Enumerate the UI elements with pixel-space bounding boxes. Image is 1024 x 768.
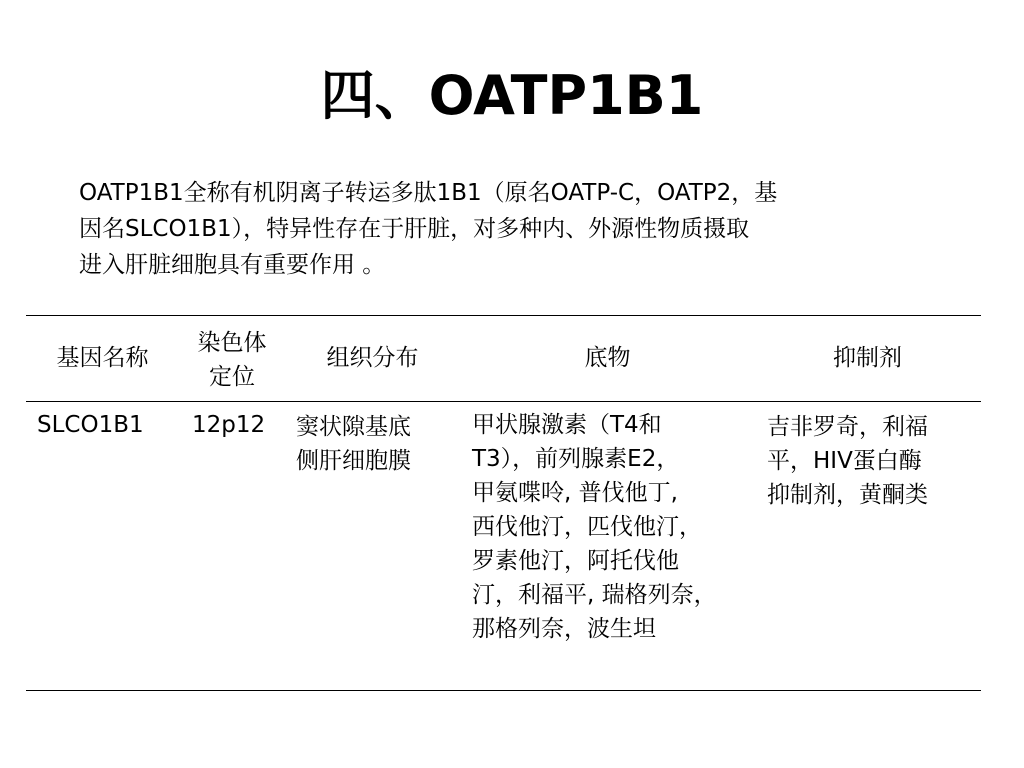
cell-inhibitor-line: 平，HIV蛋白酶 <box>767 448 922 474</box>
cell-inhibitor-line: 抑制剂，黄酮类 <box>767 482 928 508</box>
cell-substrate <box>472 408 717 646</box>
header-substrate: 底物 <box>584 345 631 371</box>
cell-substrate-line: 汀，利福平, 瑞格列奈， <box>472 582 717 608</box>
cell-substrate-line: 西伐他汀，匹伐他汀， <box>472 514 702 540</box>
header-inhibitor: 抑制剂 <box>833 345 902 371</box>
cell-substrate-line: 那格列奈，波生坦 <box>472 616 656 642</box>
cell-tissue-line: 窦状隙基底 <box>296 414 411 440</box>
table-bottom-rule <box>26 690 981 691</box>
header-tissue: 组织分布 <box>326 345 419 371</box>
intro-line: OATP1B1全称有机阴离子转运多肽1B1（原名OATP-C，OATP2，基 <box>79 180 778 206</box>
cell-tissue <box>296 410 411 478</box>
header-chromosome-line: 染色体 <box>197 330 267 356</box>
cell-substrate-line: 甲氨喋呤, 普伐他丁, <box>472 480 678 506</box>
header-chromosome <box>180 326 284 394</box>
cell-gene-name: SLCO1B1 <box>37 412 144 438</box>
slide-title: 四、OATP1B1 <box>320 64 704 127</box>
intro-line: 进入肝脏细胞具有重要作用 。 <box>79 252 386 278</box>
cell-substrate-line: 甲状腺激素（T4和 <box>472 412 662 438</box>
header-chromosome-line: 定位 <box>209 364 255 390</box>
table-top-rule <box>26 315 981 316</box>
cell-inhibitor <box>767 410 928 512</box>
cell-substrate-line: 罗素他汀，阿托伐他 <box>472 548 679 574</box>
header-gene-name: 基因名称 <box>56 345 149 371</box>
cell-chromosome: 12p12 <box>192 412 266 438</box>
intro-line: 因名SLCO1B1），特异性存在于肝脏，对多种内、外源性物质摄取 <box>79 216 750 242</box>
table-header-rule <box>26 401 981 402</box>
intro-paragraph <box>79 175 949 283</box>
cell-tissue-line: 侧肝细胞膜 <box>296 448 411 474</box>
cell-inhibitor-line: 吉非罗奇，利福 <box>767 414 928 440</box>
cell-substrate-line: T3），前列腺素E2， <box>472 446 680 472</box>
